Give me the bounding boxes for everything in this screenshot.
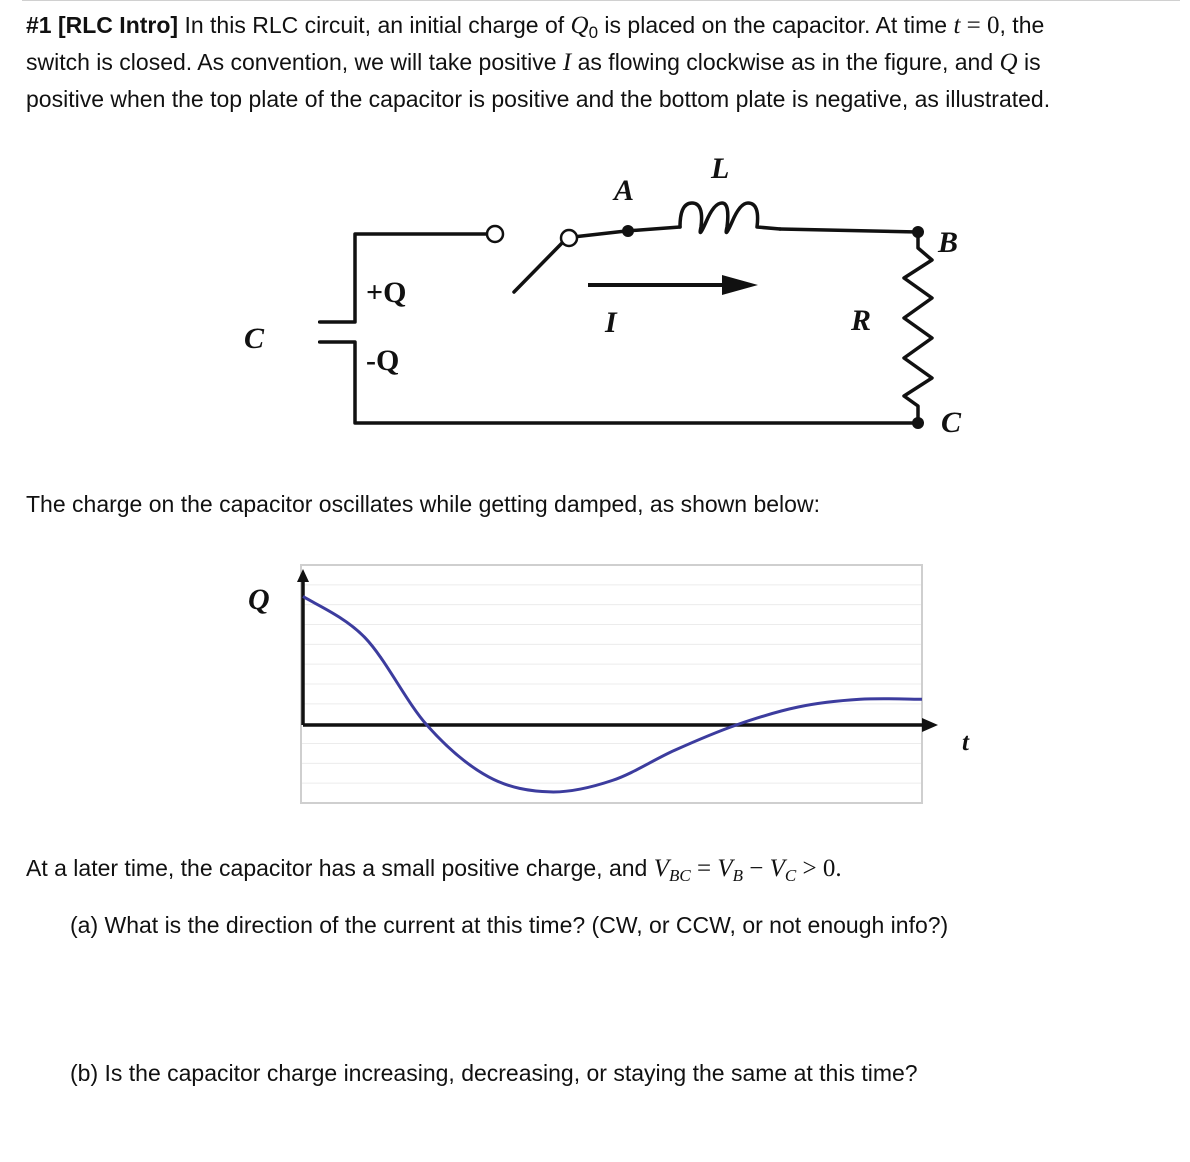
question-b: (b) Is the capacitor charge increasing, decreasing, or staying the same at this time? <box>70 1060 918 1086</box>
math-Q: Q <box>570 12 589 39</box>
problem-tag: [RLC Intro] <box>57 12 179 38</box>
intro-text: is placed on the capacitor. At time <box>598 12 954 38</box>
intro-text: as flowing clockwise as in the figure, and <box>571 49 1000 75</box>
chart-grid <box>302 585 921 783</box>
intro-text: positive when the top plate of the capacitor is positive and the bottom plate is negative, as illustrated. <box>26 86 1051 112</box>
chart-data-points <box>303 596 922 792</box>
math-minus: − <box>743 855 770 882</box>
math-eq: = 0 <box>960 12 1000 39</box>
label-node-C: C <box>941 406 962 439</box>
inductor-coil <box>680 203 780 232</box>
math-Q: Q <box>999 49 1018 76</box>
y-axis-label: Q <box>248 583 270 616</box>
math-V: V <box>769 855 785 882</box>
current-arrow-icon <box>588 275 758 295</box>
label-plus-Q: +Q <box>366 276 407 309</box>
label-capacitor-C: C <box>244 322 265 355</box>
wire-A-inductor <box>626 227 680 231</box>
intro-line-1 <box>26 7 1044 46</box>
math-sub-BC: BC <box>669 866 691 885</box>
wire-to-B <box>780 229 918 232</box>
node-A <box>622 225 634 237</box>
math-sub-C: C <box>784 866 797 885</box>
label-current-I: I <box>605 306 617 339</box>
wire-left-bottom <box>320 342 918 423</box>
math-t: t <box>953 12 961 39</box>
chart-series-line <box>303 596 922 792</box>
label-A: A <box>614 174 635 207</box>
label-R: R <box>851 304 872 337</box>
x-axis-label: t <box>962 729 969 756</box>
label-L: L <box>711 152 730 185</box>
question-a: (a) What is the direction of the current at this time? (CW, or CCW, or not enough info?) <box>70 912 949 938</box>
node-C <box>912 417 924 429</box>
switch-blade <box>514 242 563 292</box>
x-axis-arrow-icon <box>922 718 938 732</box>
resistor-zigzag <box>904 232 932 423</box>
intro-text: is <box>1017 49 1041 75</box>
graph-caption: The charge on the capacitor oscillates while getting damped, as shown below: <box>26 491 820 517</box>
top-rule <box>22 0 1180 1</box>
math-I: I <box>562 49 572 76</box>
label-B: B <box>938 226 959 259</box>
intro-text: In this RLC circuit, an initial charge of <box>184 12 571 38</box>
wire-left-top <box>320 234 487 322</box>
math-V: V <box>653 855 669 882</box>
math-sub: 0 <box>588 23 599 42</box>
intro-text: , the <box>999 12 1045 38</box>
y-axis-arrow-icon <box>297 569 309 582</box>
node-B <box>912 226 924 238</box>
wire-switch-A <box>573 231 626 237</box>
intro-line-3 <box>26 81 1050 118</box>
switch-terminal-left <box>487 226 503 242</box>
condition-line <box>26 850 842 889</box>
math-sub-B: B <box>732 866 744 885</box>
chart-frame <box>301 565 922 803</box>
label-minus-Q: -Q <box>366 344 400 377</box>
condition-text: At a later time, the capacitor has a small positive charge, and <box>26 855 654 881</box>
math-gt0: > 0. <box>796 855 842 882</box>
math-eq: = <box>690 855 718 882</box>
intro-line-2 <box>26 44 1041 81</box>
math-V: V <box>717 855 733 882</box>
problem-number: #1 <box>26 12 52 38</box>
switch-terminal-right <box>561 230 577 246</box>
intro-text: switch is closed. As convention, we will take positive <box>26 49 563 75</box>
